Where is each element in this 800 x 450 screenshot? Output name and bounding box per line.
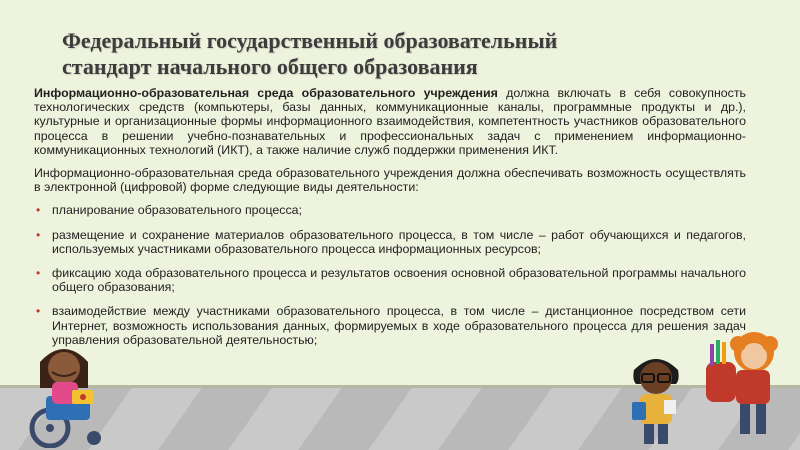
girl-with-backpack-illustration bbox=[700, 322, 790, 448]
list-item bbox=[34, 304, 746, 347]
paragraph-1-text: должна включать в себя совокупность технологических средств (компьютеры, базы данных, коммуникационные каналы, программные продукты и др.), культурные и организационные формы информационного взаимодействия, компетентность участников образовательного процесса в решении учебно-познавательных и профессиональных задач с применением информационно-коммуникационных технологий (ИКТ), а также наличие служб поддержки применения ИКТ. bbox=[34, 86, 747, 157]
list-item-text: размещение и сохранение материалов образовательного процесса, в том числе – работ обучающихся и педагогов, используемых участниками образовательного процесса информационных ресурсов; bbox=[52, 227, 746, 256]
slide-title bbox=[62, 28, 702, 80]
list-item bbox=[34, 266, 746, 294]
paragraph-2: Информационно-образовательная среда образовательного учреждения должна обеспечивать возможность осуществлять в электронной (цифровой) форме следующие виды деятельности: bbox=[34, 166, 746, 195]
paragraph-1 bbox=[34, 86, 746, 157]
activities-list bbox=[34, 203, 746, 347]
paragraph-1-bold: Информационно-образовательная среда образовательного учреждения bbox=[34, 86, 498, 100]
title-line-1: Федеральный государственный образовательный bbox=[62, 28, 558, 53]
title-line-2: стандарт начального общего образования bbox=[62, 54, 478, 79]
slide-body bbox=[34, 86, 746, 357]
boy-with-glasses-illustration bbox=[622, 348, 692, 448]
list-item-text: планирование образовательного процесса; bbox=[52, 203, 303, 218]
list-item-text: взаимодействие между участниками образовательного процесса, в том числе – дистанционное посредством сети Интернет, возможность использования данных, формируемых в ходе образовательного процесса для решения задач управления образовательной деятельностью; bbox=[52, 304, 746, 347]
list-item-text: фиксацию хода образовательного процесса и результатов освоения основной образовательной программы начального общего образования; bbox=[52, 266, 746, 295]
list-item bbox=[34, 203, 746, 217]
list-item bbox=[34, 228, 746, 256]
bullet-marker: • bbox=[36, 227, 41, 242]
bullet-marker: • bbox=[36, 266, 41, 281]
girl-in-wheelchair-illustration bbox=[18, 330, 118, 448]
bullet-marker: • bbox=[36, 304, 41, 319]
bullet-marker: • bbox=[36, 203, 41, 218]
